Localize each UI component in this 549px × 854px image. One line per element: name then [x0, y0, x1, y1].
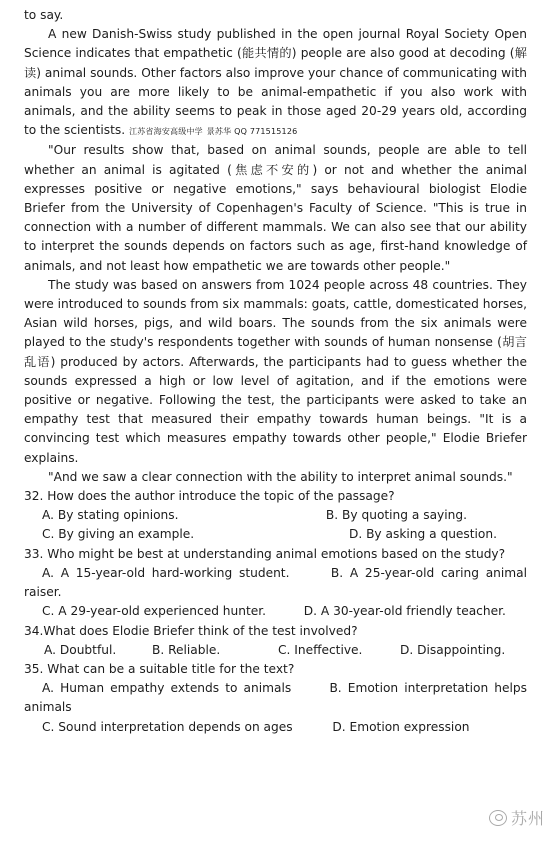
exam-page — [24, 6, 527, 737]
option-33-a[interactable]: A. A 15-year-old hard-working student. — [42, 565, 290, 580]
passage-paragraph-3: The study was based on answers from 1024 people across 48 countries. They were introduced to sounds from six mammals: goats, cattle, domesticated horses, Asian wild horses, pigs, and wild boars. The sounds from the six animals were played to the study's respondents together with sounds of human nonsense (胡言乱语) produced by actors. Afterwards, the participants had to guess whether the sounds expressed a high or low level of agitation, and if the emotions were positive or negative. Following the test, the participants were asked to take an empathy test that measured their empathy towards human beings. "It is a convincing test which measures empathy towards other people," Elodie Briefer explains. — [24, 277, 527, 465]
option-33-b[interactable]: B. A 25-year-old caring animal raiser. — [24, 565, 528, 600]
passage-paragraph-2: "Our results show that, based on animal sounds, people are able to tell whether an animal is agitated (焦虑不安的) or not and whether the animal expresses positive or negative emotions," says behavioural biologist Elodie Briefer from the University of Copenhagen's Faculty of Science. "This is true in connection with a number of different mammals. We can also see that our ability to interpret the sounds depends on factors such as age, first-hand knowledge of animals, and not least how empathetic we are towards other people." — [24, 143, 527, 273]
option-34-a[interactable]: A. Doubtful. — [44, 642, 117, 657]
option-32-c[interactable]: C. By giving an example. — [42, 527, 195, 542]
question-34-stem: 34.What does Elodie Briefer think of the test involved? — [24, 623, 358, 638]
wechat-icon — [489, 810, 507, 826]
option-32-b[interactable]: B. By quoting a saying. — [325, 508, 467, 523]
option-34-d[interactable]: D. Disappointing. — [400, 642, 506, 657]
option-33-d[interactable]: D. A 30-year-old friendly teacher. — [303, 604, 506, 619]
passage-fragment: to say. — [24, 8, 64, 22]
question-32-stem: 32. How does the author introduce the topic of the passage? — [24, 489, 395, 504]
option-35-d[interactable]: D. Emotion expression — [332, 719, 470, 734]
source-school-label: 江苏省海安高级中学 — [129, 127, 203, 137]
option-35-b[interactable]: B. Emotion interpretation helps animals — [24, 681, 528, 715]
question-32-options-row-1 — [24, 506, 527, 525]
option-32-d[interactable]: D. By asking a question. — [348, 527, 497, 542]
option-35-c[interactable]: C. Sound interpretation depends on ages — [42, 719, 293, 734]
question-35-options-row-2 — [24, 718, 527, 737]
question-35-stem: 35. What can be a suitable title for the text? — [24, 661, 295, 676]
question-33-options-row-2 — [24, 602, 527, 621]
option-35-a[interactable]: A. Human empathy extends to animals — [42, 681, 292, 696]
option-32-a[interactable]: A. By stating opinions. — [42, 508, 179, 523]
passage-paragraph-1 — [24, 25, 527, 141]
watermark — [489, 809, 545, 828]
option-33-c[interactable]: C. A 29-year-old experienced hunter. — [42, 604, 267, 619]
paragraph-1-text: A new Danish-Swiss study published in the open journal Royal Society Open Science indicates that empathetic (能共情的) people are also good at decoding (解读) animal sounds. Other factors also improve your chance of communicating with animals you are more likely to be animal-empathetic if you also work with animals, and the ability seems to peak in those aged 20-29 years old, according to the scientists. — [24, 27, 527, 138]
question-33-options-row-1 — [24, 564, 527, 602]
source-contact-label: 景苏华 QQ 771515126 — [206, 127, 298, 137]
option-34-b[interactable]: B. Reliable. — [152, 642, 221, 657]
watermark-text: 苏州 — [510, 808, 545, 828]
passage-paragraph-4: "And we saw a clear connection with the ability to interpret animal sounds." — [48, 469, 513, 484]
question-33-stem: 33. Who might be best at understanding animal emotions based on the study? — [24, 546, 506, 561]
question-32-options-row-2 — [24, 525, 527, 544]
question-35-options-row-1 — [24, 679, 527, 717]
question-34-options-row — [24, 641, 527, 660]
option-34-c[interactable]: C. Ineffective. — [278, 642, 363, 657]
